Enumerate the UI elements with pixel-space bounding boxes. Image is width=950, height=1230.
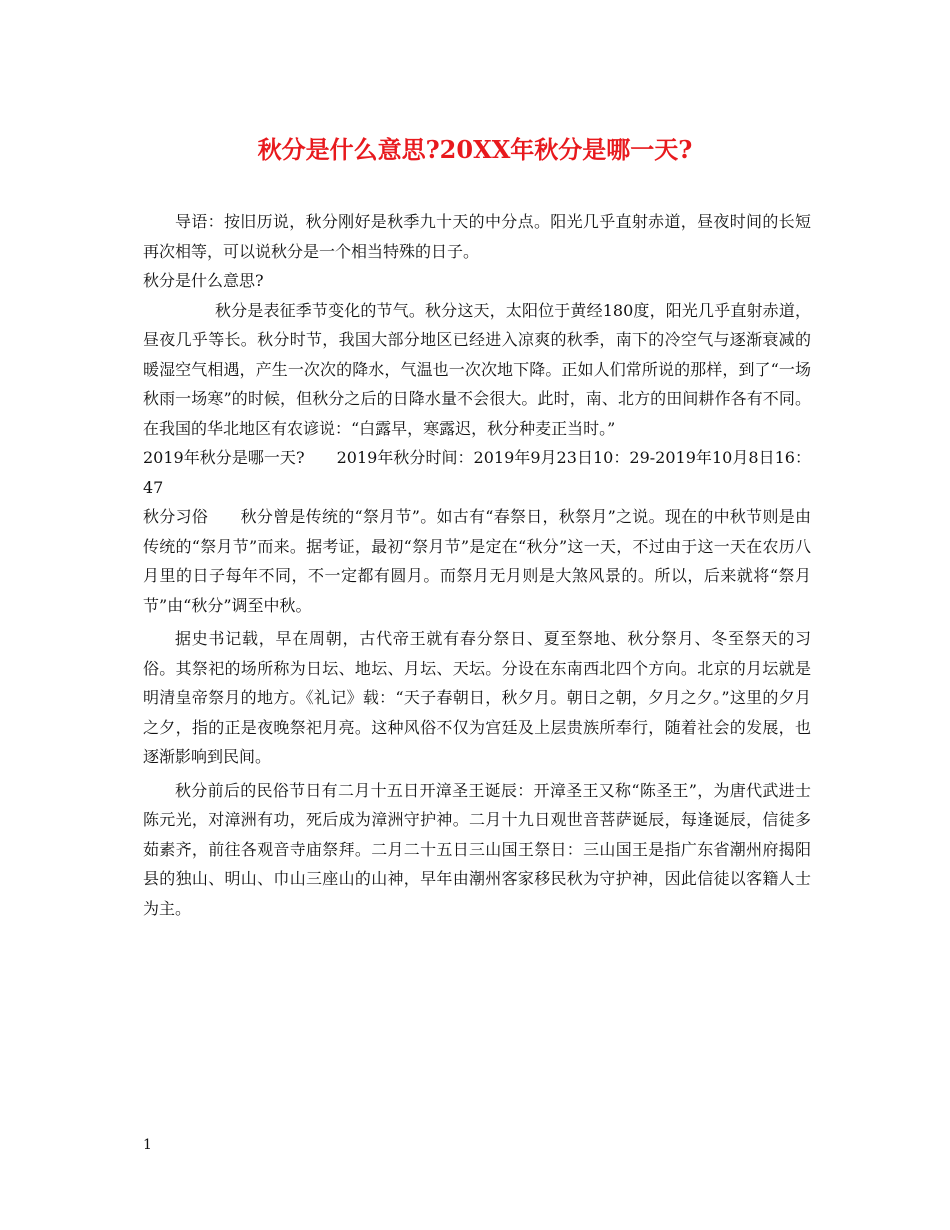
section-heading-meaning: 秋分是什么意思? (143, 271, 264, 290)
festivals-paragraph: 秋分前后的民俗节日有二月十五日开漳圣王诞辰：开漳圣王又称“陈圣王”，为唐代武进士陈元光，对漳洲有功，死后成为漳洲守护神。二月十九日观世音菩萨诞辰，每逢诞辰，信徒多茹素齐，前往各观音寺庙祭拜。二月二十五日三山国王祭日：三山国王是指广东省潮州府揭阳县的独山、明山、巾山三座山的山神，早年由潮州客家移民秋为守护神，因此信徒以客籍人士为主。 (143, 780, 811, 918)
meaning-paragraph: 秋分是表征季节变化的节气。秋分这天，太阳位于黄经180度，阳光几乎直射赤道，昼夜几乎等长。秋分时节，我国大部分地区已经进入凉爽的秋季，南下的冷空气与逐渐衰减的暖湿空气相遇，产生一次次的降水，气温也一次次地下降。正如人们常所说的那样，到了“一场秋雨一场寒”的时候，但秋分之后的日降水量不会很大。此时，南、北方的田间耕作各有不同。在我国的华北地区有农谚说：“白露早，寒露迟，秋分种麦正当时。” (143, 300, 811, 438)
page-title: 秋分是什么意思?20XX年秋分是哪一天? (257, 135, 693, 164)
customs-paragraph: 秋分习俗 秋分曾是传统的“祭月节”。如古有“春祭日，秋祭月”之说。现在的中秋节则是由传统的“祭月节”而来。据考证，最初“祭月节”是定在“秋分”这一天，不过由于这一天在农历八月里的日子每年不同，不一定都有圆月。而祭月无月则是大煞风景的。所以，后来就将“祭月节”由“秋分”调至中秋。 (143, 507, 811, 615)
intro-paragraph: 导语：按旧历说，秋分刚好是秋季九十天的中分点。阳光几乎直射赤道，昼夜时间的长短再次相等，可以说秋分是一个相当特殊的日子。 (143, 212, 811, 261)
page-number: 1 (143, 1137, 152, 1153)
history-paragraph: 据史书记载，早在周朝，古代帝王就有春分祭日、夏至祭地、秋分祭月、冬至祭天的习俗。其祭祀的场所称为日坛、地坛、月坛、天坛。分设在东南西北四个方向。北京的月坛就是明清皇帝祭月的地方。《礼记》载：“天子春朝日，秋夕月。朝日之朝，夕月之夕。”这里的夕月之夕，指的正是夜晚祭祀月亮。这种风俗不仅为宫廷及上层贵族所奉行，随着社会的发展，也逐渐影响到民间。 (143, 629, 811, 766)
date-paragraph: 2019年秋分是哪一天? 2019年秋分时间：2019年9月23日10：29-2019年10月8日16：47 (143, 448, 811, 497)
document-body (143, 207, 811, 923)
